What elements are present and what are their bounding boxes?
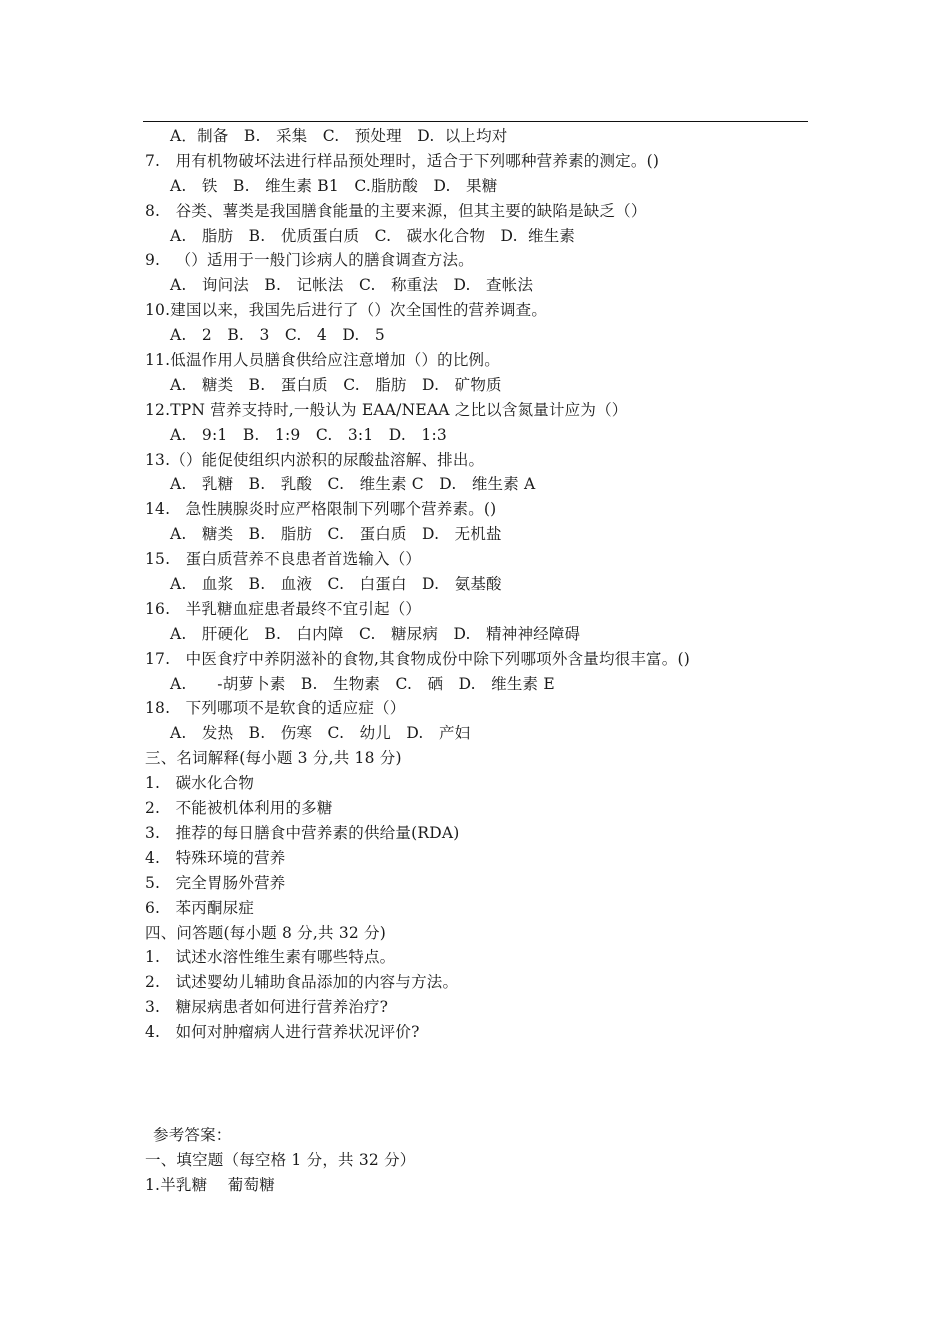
question-line: 1. 试述水溶性维生素有哪些特点。 <box>145 948 396 967</box>
answer-options-line: A. 询问法 B. 记帐法 C. 称重法 D. 查帐法 <box>170 276 534 295</box>
question-line: 15. 蛋白质营养不良患者首选输入（） <box>145 550 422 569</box>
question-list <box>145 124 825 1045</box>
answer-options-line: A. 9:1 B. 1:9 C. 3:1 D. 1:3 <box>170 425 447 444</box>
answer-options-line: A．制备 B. 采集 C. 预处理 D. 以上均对 <box>170 127 508 145</box>
header-rule <box>143 121 808 122</box>
question-line: 2. 不能被机体利用的多糖 <box>145 799 333 818</box>
answer-options-line: A. 铁 B. 维生素 B1 C.脂肪酸 D. 果糖 <box>170 176 498 195</box>
question-line: 16. 半乳糖血症患者最终不宜引起（） <box>145 599 422 618</box>
question-line: 5. 完全胃肠外营养 <box>145 873 286 892</box>
question-line: 12.TPN 营养支持时,一般认为 EAA/NEAA 之比以含氮量计应为（） <box>145 400 628 419</box>
question-line: 17. 中医食疗中养阴滋补的食物,其食物成份中除下列哪项外含量均很丰富。() <box>145 649 690 668</box>
answer-options-line: A. 脂肪 B. 优质蛋白质 C. 碳水化合物 D. 维生素 <box>170 226 576 245</box>
answer-options-line: A. 肝硬化 B. 白内障 C. 糖尿病 D. 精神神经障碍 <box>170 624 581 643</box>
question-line: 14. 急性胰腺炎时应严格限制下列哪个营养素。() <box>145 500 497 519</box>
answer-section-heading: 一、填空题（每空格 1 分，共 32 分） <box>145 1151 416 1169</box>
answer-options-line: A. 乳糖 B. 乳酸 C. 维生素 C D. 维生素 A <box>170 475 536 494</box>
answer-options-line: A. 糖类 B. 蛋白质 C. 脂肪 D. 矿物质 <box>170 375 502 394</box>
question-line: 3. 推荐的每日膳食中营养素的供给量(RDA) <box>145 823 460 842</box>
question-line: 1. 碳水化合物 <box>145 774 255 793</box>
answer-options-line: A. 血浆 B. 血液 C. 白蛋白 D. 氨基酸 <box>170 575 502 594</box>
answer-title: 参考答案： <box>153 1126 232 1144</box>
question-line: 6. 苯丙酮尿症 <box>145 898 255 917</box>
answer-section <box>145 1123 825 1198</box>
question-line: 11.低温作用人员膳食供给应注意增加（）的比例。 <box>145 351 500 370</box>
question-line: 8. 谷类、薯类是我国膳食能量的主要来源，但其主要的缺陷是缺乏（） <box>145 201 647 220</box>
question-line: 3. 糖尿病患者如何进行营养治疗? <box>145 998 389 1017</box>
answer-options-line: A. -胡萝卜素 B. 生物素 C. 硒 D. 维生素 E <box>170 674 555 693</box>
answer-item: 1.半乳糖 葡萄糖 <box>145 1176 275 1194</box>
question-line: 9. （）适用于一般门诊病人的膳食调查方法。 <box>145 251 474 270</box>
answer-options-line: A. 2 B. 3 C. 4 D. 5 <box>170 326 385 345</box>
question-line: 4. 特殊环境的营养 <box>145 848 286 867</box>
question-line: 10.建国以来，我国先后进行了（）次全国性的营养调查。 <box>145 301 548 320</box>
answer-options-line: A. 糖类 B. 脂肪 C. 蛋白质 D. 无机盐 <box>170 525 502 544</box>
question-line: 2. 试述婴幼儿辅助食品添加的内容与方法。 <box>145 973 459 992</box>
question-line: 7. 用有机物破坏法进行样品预处理时，适合于下列哪种营养素的测定。() <box>145 151 660 170</box>
question-line: 13.（）能促使组织内淤积的尿酸盐溶解、排出。 <box>145 450 485 469</box>
question-line: 4. 如何对肿瘤病人进行营养状况评价? <box>145 1023 420 1042</box>
answer-options-line: A. 发热 B. 伤寒 C. 幼儿 D. 产妇 <box>170 724 471 743</box>
question-line: 三、名词解释(每小题 3 分,共 18 分) <box>145 749 402 768</box>
question-line: 四、问答题(每小题 8 分,共 32 分) <box>145 923 387 942</box>
question-line: 18. 下列哪项不是软食的适应症（） <box>145 699 406 718</box>
